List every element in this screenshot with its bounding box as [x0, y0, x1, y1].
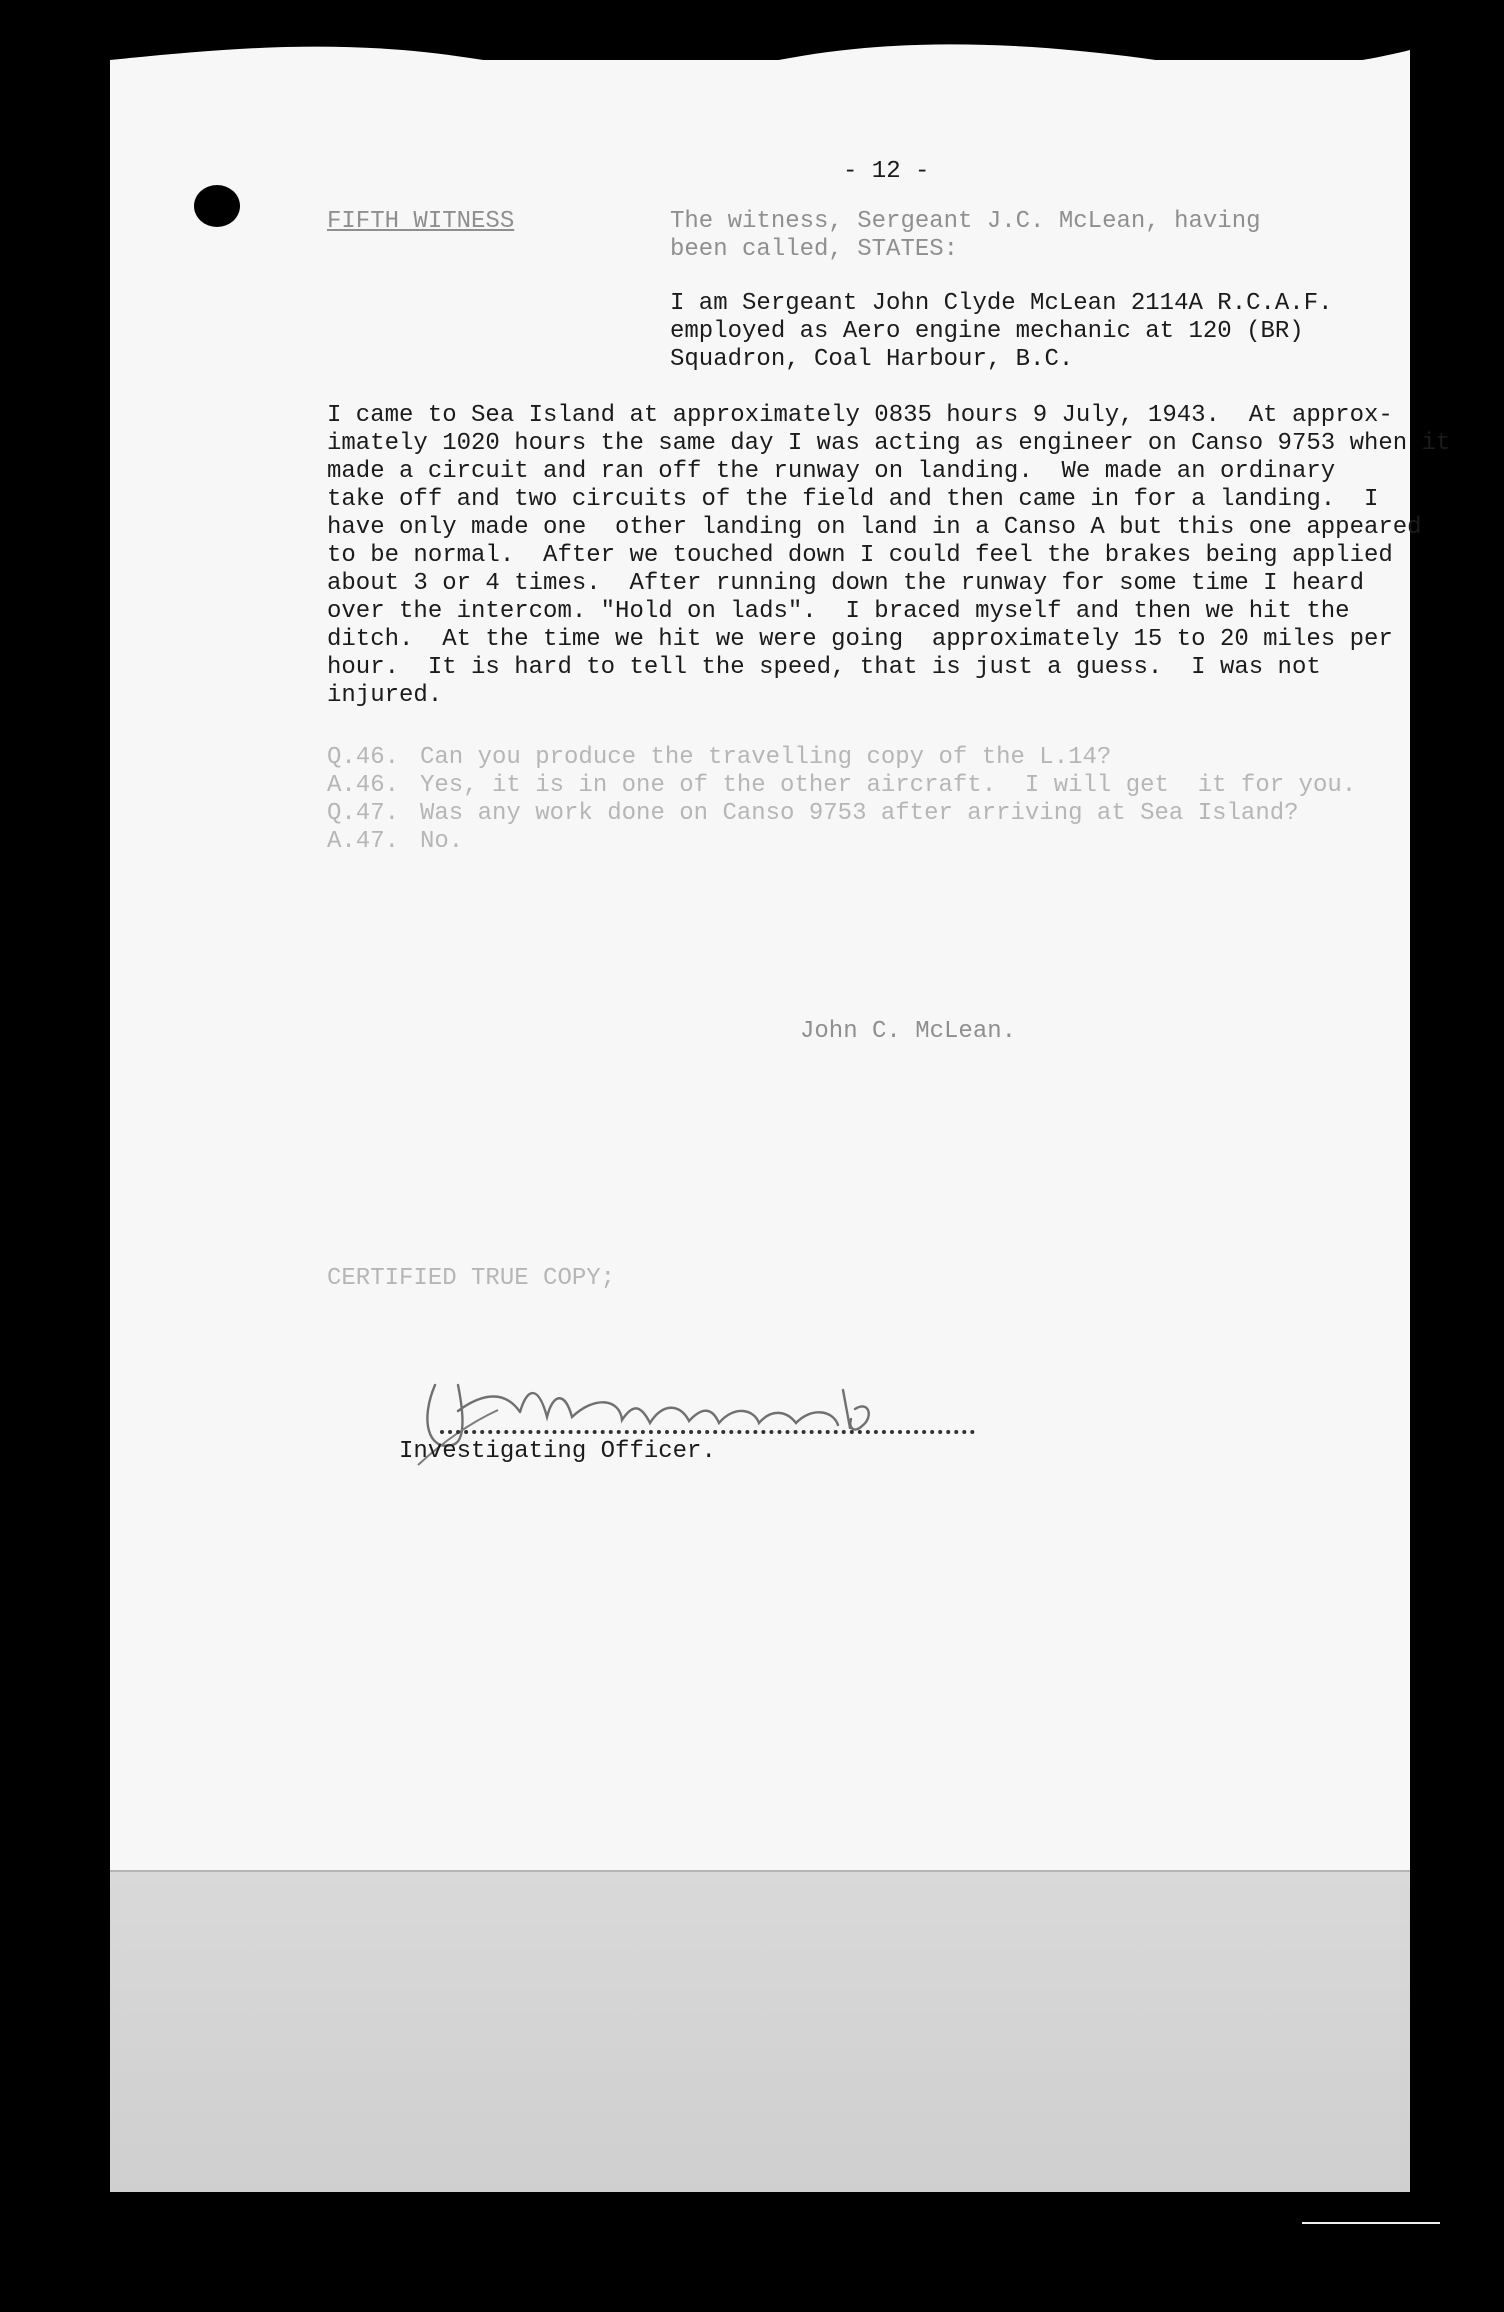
statement-line-9: ditch. At the time we hit we were going approximately 15 to 20 miles per	[327, 626, 1393, 653]
statement-line-10: hour. It is hard to tell the speed, that is just a guess. I was not	[327, 654, 1321, 681]
question-47-text: Was any work done on Canso 9753 after arriving at Sea Island?	[420, 800, 1299, 827]
identity-line-1: I am Sergeant John Clyde McLean 2114A R.C.A.F.	[670, 290, 1333, 317]
scanner-shadow	[110, 1870, 1410, 2192]
identity-line-3: Squadron, Coal Harbour, B.C.	[670, 346, 1074, 373]
statement-line-8: over the intercom. "Hold on lads". I braced myself and then we hit the	[327, 598, 1350, 625]
statement-line-2: imately 1020 hours the same day I was acting as engineer on Canso 9753 when it	[327, 430, 1451, 457]
statement-line-5: have only made one other landing on land in a Canso A but this one appeared	[327, 514, 1422, 541]
question-46-text: Can you produce the travelling copy of the L.14?	[420, 744, 1112, 771]
investigating-officer-title: Investigating Officer.	[399, 1438, 716, 1465]
statement-line-1: I came to Sea Island at approximately 0835 hours 9 July, 1943. At approx-	[327, 402, 1393, 429]
answer-46-label: A.46.	[327, 772, 400, 799]
question-47-label: Q.47.	[327, 800, 400, 827]
answer-46-text: Yes, it is in one of the other aircraft. I will get it for you.	[420, 772, 1357, 799]
statement-line-3: made a circuit and ran off the runway on landing. We made an ordinary	[327, 458, 1336, 485]
witness-signature-name: John C. McLean.	[800, 1018, 1017, 1045]
question-46-label: Q.46.	[327, 744, 400, 771]
certified-copy-label: CERTIFIED TRUE COPY;	[327, 1265, 616, 1292]
page-number: - 12 -	[843, 158, 930, 185]
scan-edge-line	[1302, 2222, 1440, 2224]
witness-intro-line-1: The witness, Sergeant J.C. McLean, having	[670, 208, 1261, 235]
signature-dotted-line	[440, 1430, 975, 1434]
identity-line-2: employed as Aero engine mechanic at 120 (BR)	[670, 318, 1304, 345]
answer-47-text: No.	[420, 828, 464, 855]
paper-top-edge	[110, 20, 1410, 100]
document-page	[110, 60, 1451, 2190]
statement-line-7: about 3 or 4 times. After running down the runway for some time I heard	[327, 570, 1364, 597]
statement-line-4: take off and two circuits of the field and then came in for a landing. I	[327, 486, 1379, 513]
punched-hole-icon	[194, 185, 240, 227]
witness-heading: FIFTH WITNESS	[327, 208, 515, 235]
witness-intro-line-2: been called, STATES:	[670, 236, 959, 263]
statement-line-11: injured.	[327, 682, 443, 709]
statement-line-6: to be normal. After we touched down I could feel the brakes being applied	[327, 542, 1393, 569]
answer-47-label: A.47.	[327, 828, 400, 855]
